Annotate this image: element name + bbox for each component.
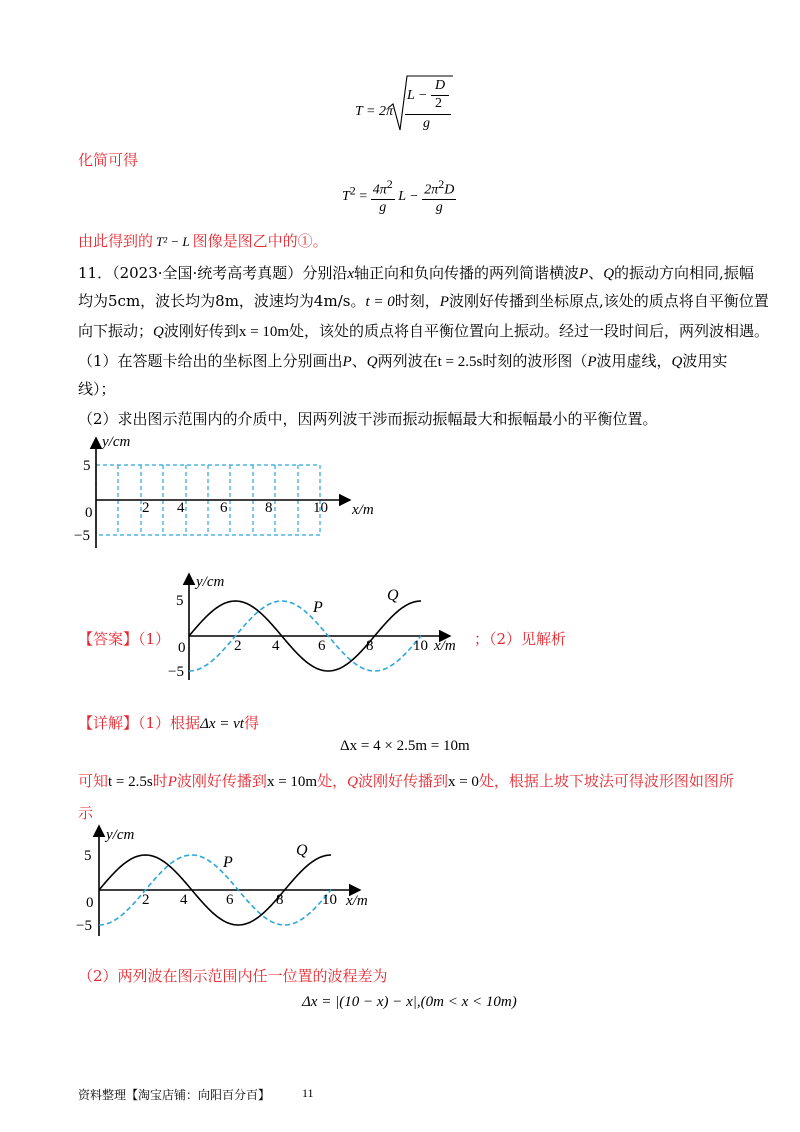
fraction-bar <box>405 114 451 115</box>
num2: 2π <box>424 182 439 198</box>
x-tick-8: 8 <box>366 638 374 654</box>
origin-label: 0 <box>85 505 93 521</box>
question-number: 11． <box>78 264 113 282</box>
label-Q: Q <box>387 587 399 604</box>
origin-label: 0 <box>178 640 186 656</box>
q-x: x <box>347 266 354 282</box>
x-axis-label: x/m <box>346 893 368 909</box>
x-tick-4: 4 <box>177 500 185 516</box>
conclusion-post: 图像是图乙中的①。 <box>192 232 328 250</box>
q-text: 的振动方向相同,振幅 <box>614 264 754 282</box>
conclusion-line <box>78 230 328 251</box>
detail-x0: x = 0 <box>447 774 479 790</box>
x-tick-6: 6 <box>226 892 234 908</box>
q-x10: x = 10m <box>238 324 290 340</box>
detail-tag: 【详解】 <box>78 714 139 732</box>
x-axis-label: x/m <box>352 502 374 518</box>
q-text: 波用实 <box>682 352 728 370</box>
x-tick-8: 8 <box>265 500 273 516</box>
q-text: 波用虚线， <box>596 352 672 370</box>
q-text: （1）在答题卡给出的坐标图上分别画出 <box>78 352 343 370</box>
num2-exp: 2 <box>438 177 445 191</box>
simplify-label: 化简可得 <box>78 151 139 169</box>
detail-text: 波刚好传播到 <box>176 772 267 790</box>
detail-Q: Q <box>347 774 358 790</box>
q-text: 波刚好传播到坐标原点,该处的质点将自平衡位置 <box>448 292 769 310</box>
num1: 4π <box>372 182 387 198</box>
question-line-2 <box>78 290 769 311</box>
y-axis-label: y/cm <box>196 574 225 590</box>
t2-L: L − <box>398 189 419 205</box>
answer-tag: 【答案】 <box>78 630 139 648</box>
detail-t: t = 2.5s <box>108 774 153 790</box>
y-axis-label: y/cm <box>106 827 135 843</box>
x-tick-6: 6 <box>220 500 228 516</box>
x-axis-label: x/m <box>434 638 456 654</box>
detail-part-2: （2）两列波在图示范围内任一位置的波程差为 <box>78 967 388 985</box>
detail-eq-result: Δx = 4 × 2.5m = 10m <box>340 738 470 754</box>
detail-text: 可知 <box>78 772 109 790</box>
q-Q: Q <box>366 354 378 370</box>
q-text: 均为5cm，波长均为8m，波速均为4m/s。 <box>78 292 366 310</box>
y-tick-5: 5 <box>83 458 91 474</box>
question-line-3 <box>78 320 769 341</box>
q-text: 时刻， <box>394 292 440 310</box>
label-Q: Q <box>296 842 308 859</box>
answer-wave-graph <box>160 570 470 685</box>
q-text: 轴正向和负向传播的两列简谐横波 <box>354 264 580 282</box>
y-tick-5: 5 <box>84 848 92 864</box>
q-text: 两列波在 <box>377 352 438 370</box>
detail-wave-graph <box>70 822 390 940</box>
q-text: 时刻的波形图（ <box>482 352 588 370</box>
q-t25: t = 2.5s <box>437 354 483 370</box>
q-text: 处，该处的质点将自平衡位置向上振动。经过一段时间后，两列波相遇。 <box>289 322 770 340</box>
answer-part2: ；（2）见解析 <box>474 630 567 648</box>
x-tick-10: 10 <box>413 638 428 654</box>
t2-lhs: T <box>342 188 350 204</box>
question-grid-graph <box>70 430 374 550</box>
x-tick-8: 8 <box>276 892 284 908</box>
x-tick-10: 10 <box>322 892 337 908</box>
q-P: P <box>579 266 589 282</box>
equals-sign: = <box>355 189 371 205</box>
y-tick-neg5: −5 <box>74 528 90 544</box>
den1: g <box>379 199 387 215</box>
q-text: 分别沿 <box>302 264 348 282</box>
q-sep: 、 <box>351 352 367 370</box>
detail-eq-vt: Δx = vt <box>200 716 244 732</box>
fraction-2pi2D-g <box>422 178 456 216</box>
num2-D: D <box>444 182 455 198</box>
q-sep: 、 <box>588 264 604 282</box>
detail-text: 得 <box>243 714 259 732</box>
detail-text: （1）根据 <box>138 714 201 732</box>
detail-line-2 <box>78 770 734 791</box>
y-axis-label: y/cm <box>102 434 131 450</box>
page-number: 11 <box>302 1086 314 1100</box>
den2: g <box>435 199 443 215</box>
path-difference-formula: Δx = |(10 − x) − x|,(0m < x < 10m) <box>302 994 517 1010</box>
formula-D: D <box>435 78 446 93</box>
question-part-1-cont: 线）； <box>78 380 116 398</box>
q-text: 向下振动； <box>78 322 154 340</box>
label-P: P <box>223 854 233 871</box>
label-P: P <box>313 599 323 616</box>
answer-label <box>78 628 170 649</box>
detail-P: P <box>167 774 177 790</box>
question-line-1 <box>78 262 754 283</box>
num1-exp: 2 <box>386 177 393 191</box>
x-tick-2: 2 <box>234 638 242 654</box>
detail-text: 处，根据上坡下坡法可得波形图如图所 <box>478 772 734 790</box>
formula-period-squared <box>342 178 456 216</box>
conclusion-pre: 由此得到的 <box>78 232 154 250</box>
fraction-4pi2-g <box>371 178 395 216</box>
origin-label: 0 <box>86 895 94 911</box>
t2-exp: 2 <box>349 183 356 198</box>
question-part-2: （2）求出图示范围内的介质中，因两列波干涉而振动振幅最大和振幅最小的平衡位置。 <box>78 410 658 428</box>
x-tick-10: 10 <box>313 500 328 516</box>
y-tick-5: 5 <box>176 593 184 609</box>
y-tick-neg5: −5 <box>76 918 92 934</box>
x-tick-2: 2 <box>142 892 150 908</box>
formula-two: 2 <box>435 96 442 111</box>
x-tick-4: 4 <box>180 892 188 908</box>
formula-L: L − <box>407 88 428 103</box>
q-P: P <box>342 354 352 370</box>
q-Q: Q <box>153 324 164 340</box>
footer-source: 资料整理【淘宝店铺：向阳百分百】 <box>78 1088 271 1102</box>
q-Q: Q <box>603 266 615 282</box>
detail-text: 处， <box>317 772 348 790</box>
x-tick-4: 4 <box>272 638 280 654</box>
x-tick-2: 2 <box>142 500 150 516</box>
detail-text: 时 <box>152 772 168 790</box>
detail-text: 波刚好传播到 <box>357 772 448 790</box>
y-tick-neg5: −5 <box>168 664 184 680</box>
x-tick-6: 6 <box>318 638 326 654</box>
q-t0: t = 0 <box>365 294 395 310</box>
question-part-1 <box>78 350 727 371</box>
detail-line-1 <box>78 712 259 733</box>
conclusion-math: T² − L <box>156 234 190 249</box>
q-Q: Q <box>671 354 683 370</box>
answer-part1: （1） <box>138 630 171 648</box>
q-P: P <box>439 294 449 310</box>
formula-g: g <box>423 116 430 131</box>
detail-line-3: 示 <box>78 804 94 822</box>
q-text: 波刚好传到 <box>163 322 239 340</box>
formula-lhs: T = 2π <box>355 104 393 119</box>
question-source: （2023·全国·统考高考真题） <box>112 264 303 282</box>
detail-x10: x = 10m <box>266 774 318 790</box>
q-P: P <box>587 354 597 370</box>
